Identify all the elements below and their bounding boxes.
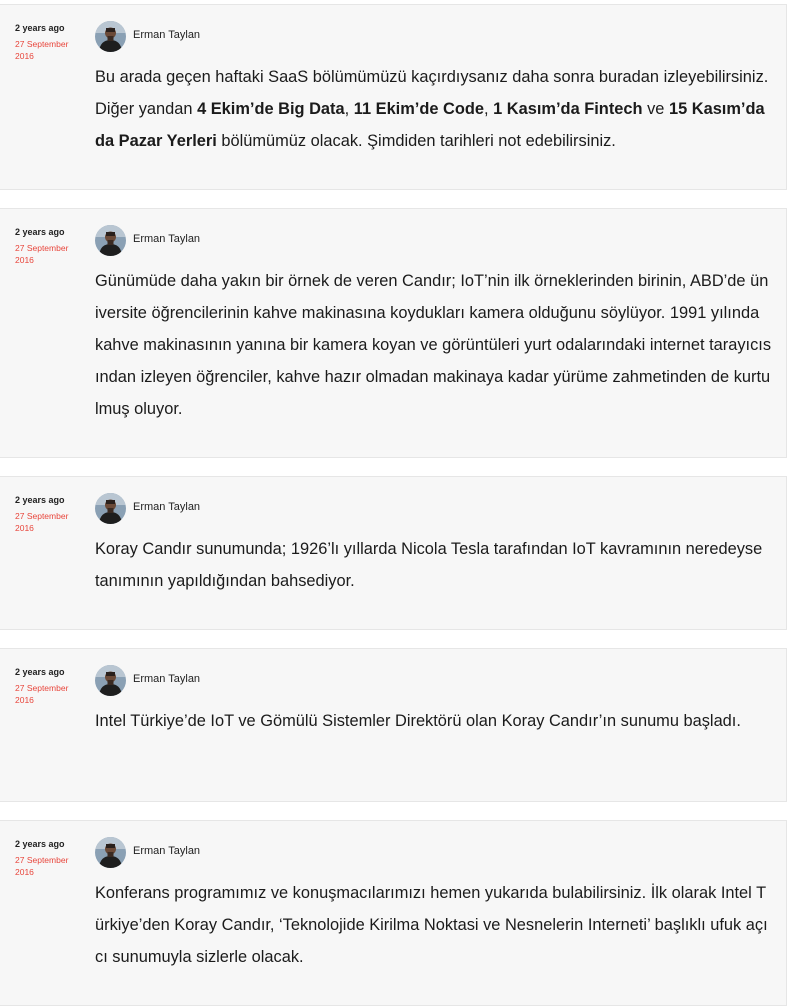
message-text: , bbox=[344, 100, 354, 118]
entry-message bbox=[95, 877, 771, 973]
author bbox=[95, 492, 200, 524]
entry-meta bbox=[15, 22, 85, 62]
message-text: , bbox=[484, 100, 494, 118]
entry-meta bbox=[15, 838, 85, 878]
message-text: Konferans programımız ve konuşmacılarımızı hemen yukarıda bulabilirsiniz. İlk olarak Intel Türkiye’den Koray Candır, ‘Teknolojide Kirilma Noktasi ve Nesnelerin Interneti’ başlıklı ufuk açıcı sunumuyla sizlerle olacak. bbox=[95, 884, 768, 966]
author-name[interactable]: Erman Taylan bbox=[133, 845, 201, 857]
entry-date: 27 September 2016 bbox=[15, 243, 69, 265]
feed-entry bbox=[0, 208, 787, 458]
time-ago: 2 years ago bbox=[15, 667, 65, 677]
avatar bbox=[95, 225, 126, 256]
avatar bbox=[95, 837, 126, 868]
author bbox=[95, 224, 200, 256]
message-highlight: 4 Ekim’de Big Data bbox=[197, 100, 345, 118]
author-name[interactable]: Erman Taylan bbox=[133, 673, 201, 685]
message-text: bölümümüz olacak. Şimdiden tarihleri not edebilirsiniz. bbox=[216, 132, 616, 150]
entry-meta bbox=[15, 226, 85, 266]
feed-entry bbox=[0, 476, 787, 630]
message-text: Intel Türkiye’de IoT ve Gömülü Sistemler Direktörü olan Koray Candır’ın sunumu başladı. bbox=[95, 712, 741, 730]
feed-entry bbox=[0, 648, 787, 802]
author-name[interactable]: Erman Taylan bbox=[133, 29, 201, 41]
entry-date: 27 September 2016 bbox=[15, 39, 69, 61]
author bbox=[95, 20, 200, 52]
author-name[interactable]: Erman Taylan bbox=[133, 501, 201, 513]
message-text: Bu arada geçen haftaki SaaS bölümümüzü kaçırdıysanız daha sonra buradan izleyebilirsiniz. Diğer yandan bbox=[95, 68, 769, 118]
author bbox=[95, 836, 200, 868]
avatar bbox=[95, 21, 126, 52]
time-ago: 2 years ago bbox=[15, 23, 65, 33]
feed-entry bbox=[0, 820, 787, 1006]
entry-message bbox=[95, 265, 771, 425]
message-highlight: 1 Kasım’da Fintech bbox=[493, 100, 643, 118]
entry-date: 27 September 2016 bbox=[15, 683, 69, 705]
time-ago: 2 years ago bbox=[15, 227, 65, 237]
entry-meta bbox=[15, 666, 85, 706]
entry-message bbox=[95, 705, 771, 737]
message-highlight: 15 Kasım’da da Pazar Yerleri bbox=[95, 100, 765, 150]
message-highlight: 11 Ekim’de Code bbox=[353, 100, 485, 118]
avatar bbox=[95, 493, 126, 524]
entry-message bbox=[95, 533, 771, 597]
entry-message bbox=[95, 61, 771, 157]
entry-meta bbox=[15, 494, 85, 534]
message-text: Koray Candır sunumunda; 1926’lı yıllarda Nicola Tesla tarafından IoT kavramının neredeyse tanımının yapıldığından bahsediyor. bbox=[95, 540, 763, 590]
entry-date: 27 September 2016 bbox=[15, 511, 69, 533]
feed-entry bbox=[0, 4, 787, 190]
author bbox=[95, 664, 200, 696]
time-ago: 2 years ago bbox=[15, 495, 65, 505]
time-ago: 2 years ago bbox=[15, 839, 65, 849]
avatar bbox=[95, 665, 126, 696]
author-name[interactable]: Erman Taylan bbox=[133, 233, 201, 245]
entry-date: 27 September 2016 bbox=[15, 855, 69, 877]
message-text: Günümüde daha yakın bir örnek de veren Candır; IoT’nin ilk örneklerinden birinin, ABD’de üniversite öğrencilerinin kahve makinasına koydukları kamera olduğunu söylüyor. 1991 yılında kahve makinasının yanına bir kamera koyan ve görüntüleri yurt odalarındaki internet tarayıcısından izleyen öğrenciler, kahve hazır olmadan makinaya kadar yürüme zahmetinden de kurtulmuş oluyor. bbox=[95, 272, 772, 418]
message-text: ve bbox=[642, 100, 669, 118]
